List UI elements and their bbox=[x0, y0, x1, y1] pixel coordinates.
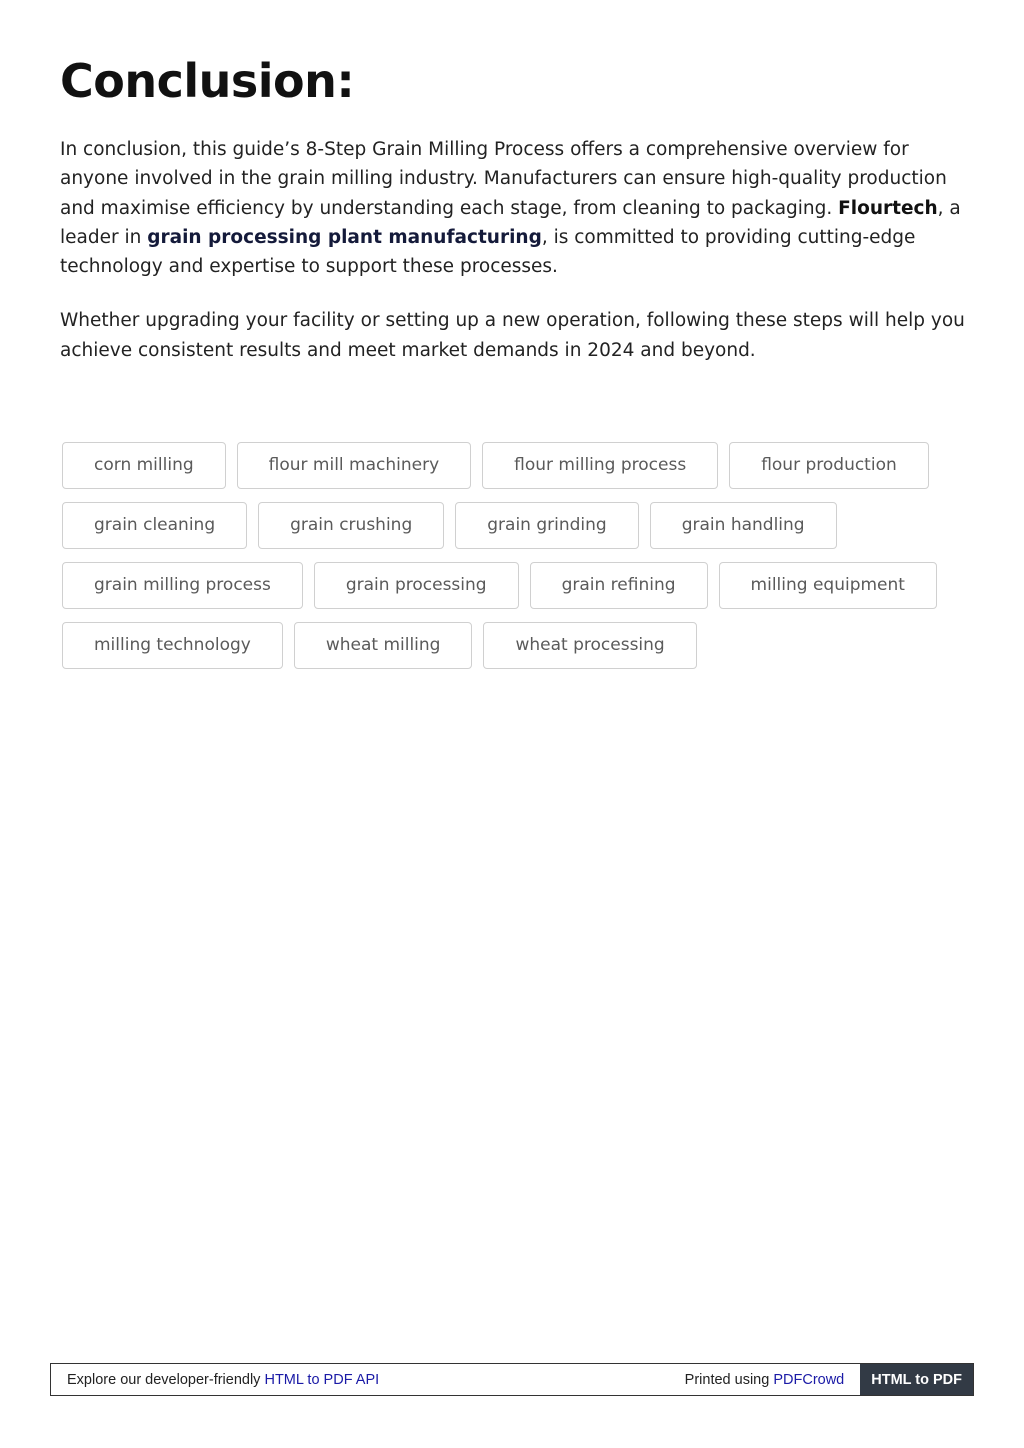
conclusion-paragraph bbox=[60, 135, 970, 281]
tag-grain-cleaning[interactable]: grain cleaning bbox=[62, 502, 247, 549]
footer-left bbox=[51, 1372, 685, 1388]
tag-grain-grinding[interactable]: grain grinding bbox=[455, 502, 638, 549]
tag-flour-production[interactable]: flour production bbox=[729, 442, 929, 489]
tag-grain-crushing[interactable]: grain crushing bbox=[258, 502, 444, 549]
pdfcrowd-link[interactable]: PDFCrowd bbox=[773, 1371, 845, 1388]
paragraph-text: In conclusion, this guide’s 8-Step Grain Milling Process offers a comprehensive overview for anyone involved in the grain milling industry. Manufacturers can ensure high-quality production and maximise efficiency by understanding each stage, from cleaning to packaging. bbox=[60, 139, 947, 219]
tag-row bbox=[62, 562, 962, 609]
tag-grain-refining[interactable]: grain refining bbox=[530, 562, 708, 609]
footer-left-text: Explore our developer-friendly bbox=[67, 1371, 265, 1388]
brand-name: Flourtech bbox=[838, 197, 938, 219]
paragraph-text: , a leader in bbox=[60, 197, 961, 248]
page-title: Conclusion: bbox=[60, 54, 355, 108]
tag-row bbox=[62, 622, 962, 669]
grain-processing-link[interactable]: grain processing plant manufacturing bbox=[147, 226, 542, 248]
tag-grain-milling-process[interactable]: grain milling process bbox=[62, 562, 303, 609]
tag-flour-milling-process[interactable]: flour milling process bbox=[482, 442, 718, 489]
footer-right-text: Printed using bbox=[684, 1371, 774, 1388]
tag-grain-processing[interactable]: grain processing bbox=[314, 562, 519, 609]
tag-grain-handling[interactable]: grain handling bbox=[650, 502, 837, 549]
closing-paragraph: Whether upgrading your facility or setting up a new operation, following these steps will help you achieve consistent results and meet market demands in 2024 and beyond. bbox=[60, 310, 965, 361]
html-to-pdf-badge[interactable]: HTML to PDF bbox=[860, 1364, 973, 1395]
pdfcrowd-footer bbox=[50, 1363, 974, 1396]
tag-wheat-milling[interactable]: wheat milling bbox=[294, 622, 473, 669]
footer-right bbox=[685, 1372, 861, 1388]
tag-milling-technology[interactable]: milling technology bbox=[62, 622, 283, 669]
tag-milling-equipment[interactable]: milling equipment bbox=[719, 562, 937, 609]
tag-row bbox=[62, 442, 962, 489]
html-to-pdf-api-link[interactable]: HTML to PDF API bbox=[264, 1371, 380, 1388]
paragraph-text: , is committed to providing cutting-edge technology and expertise to support these processes. bbox=[60, 226, 916, 278]
tag-flour-mill-machinery[interactable]: flour mill machinery bbox=[237, 442, 472, 489]
tag-corn-milling[interactable]: corn milling bbox=[62, 442, 226, 489]
article-content bbox=[60, 52, 970, 365]
tag-wheat-processing[interactable]: wheat processing bbox=[483, 622, 696, 669]
tag-row bbox=[62, 502, 962, 549]
tag-cloud bbox=[62, 442, 962, 682]
